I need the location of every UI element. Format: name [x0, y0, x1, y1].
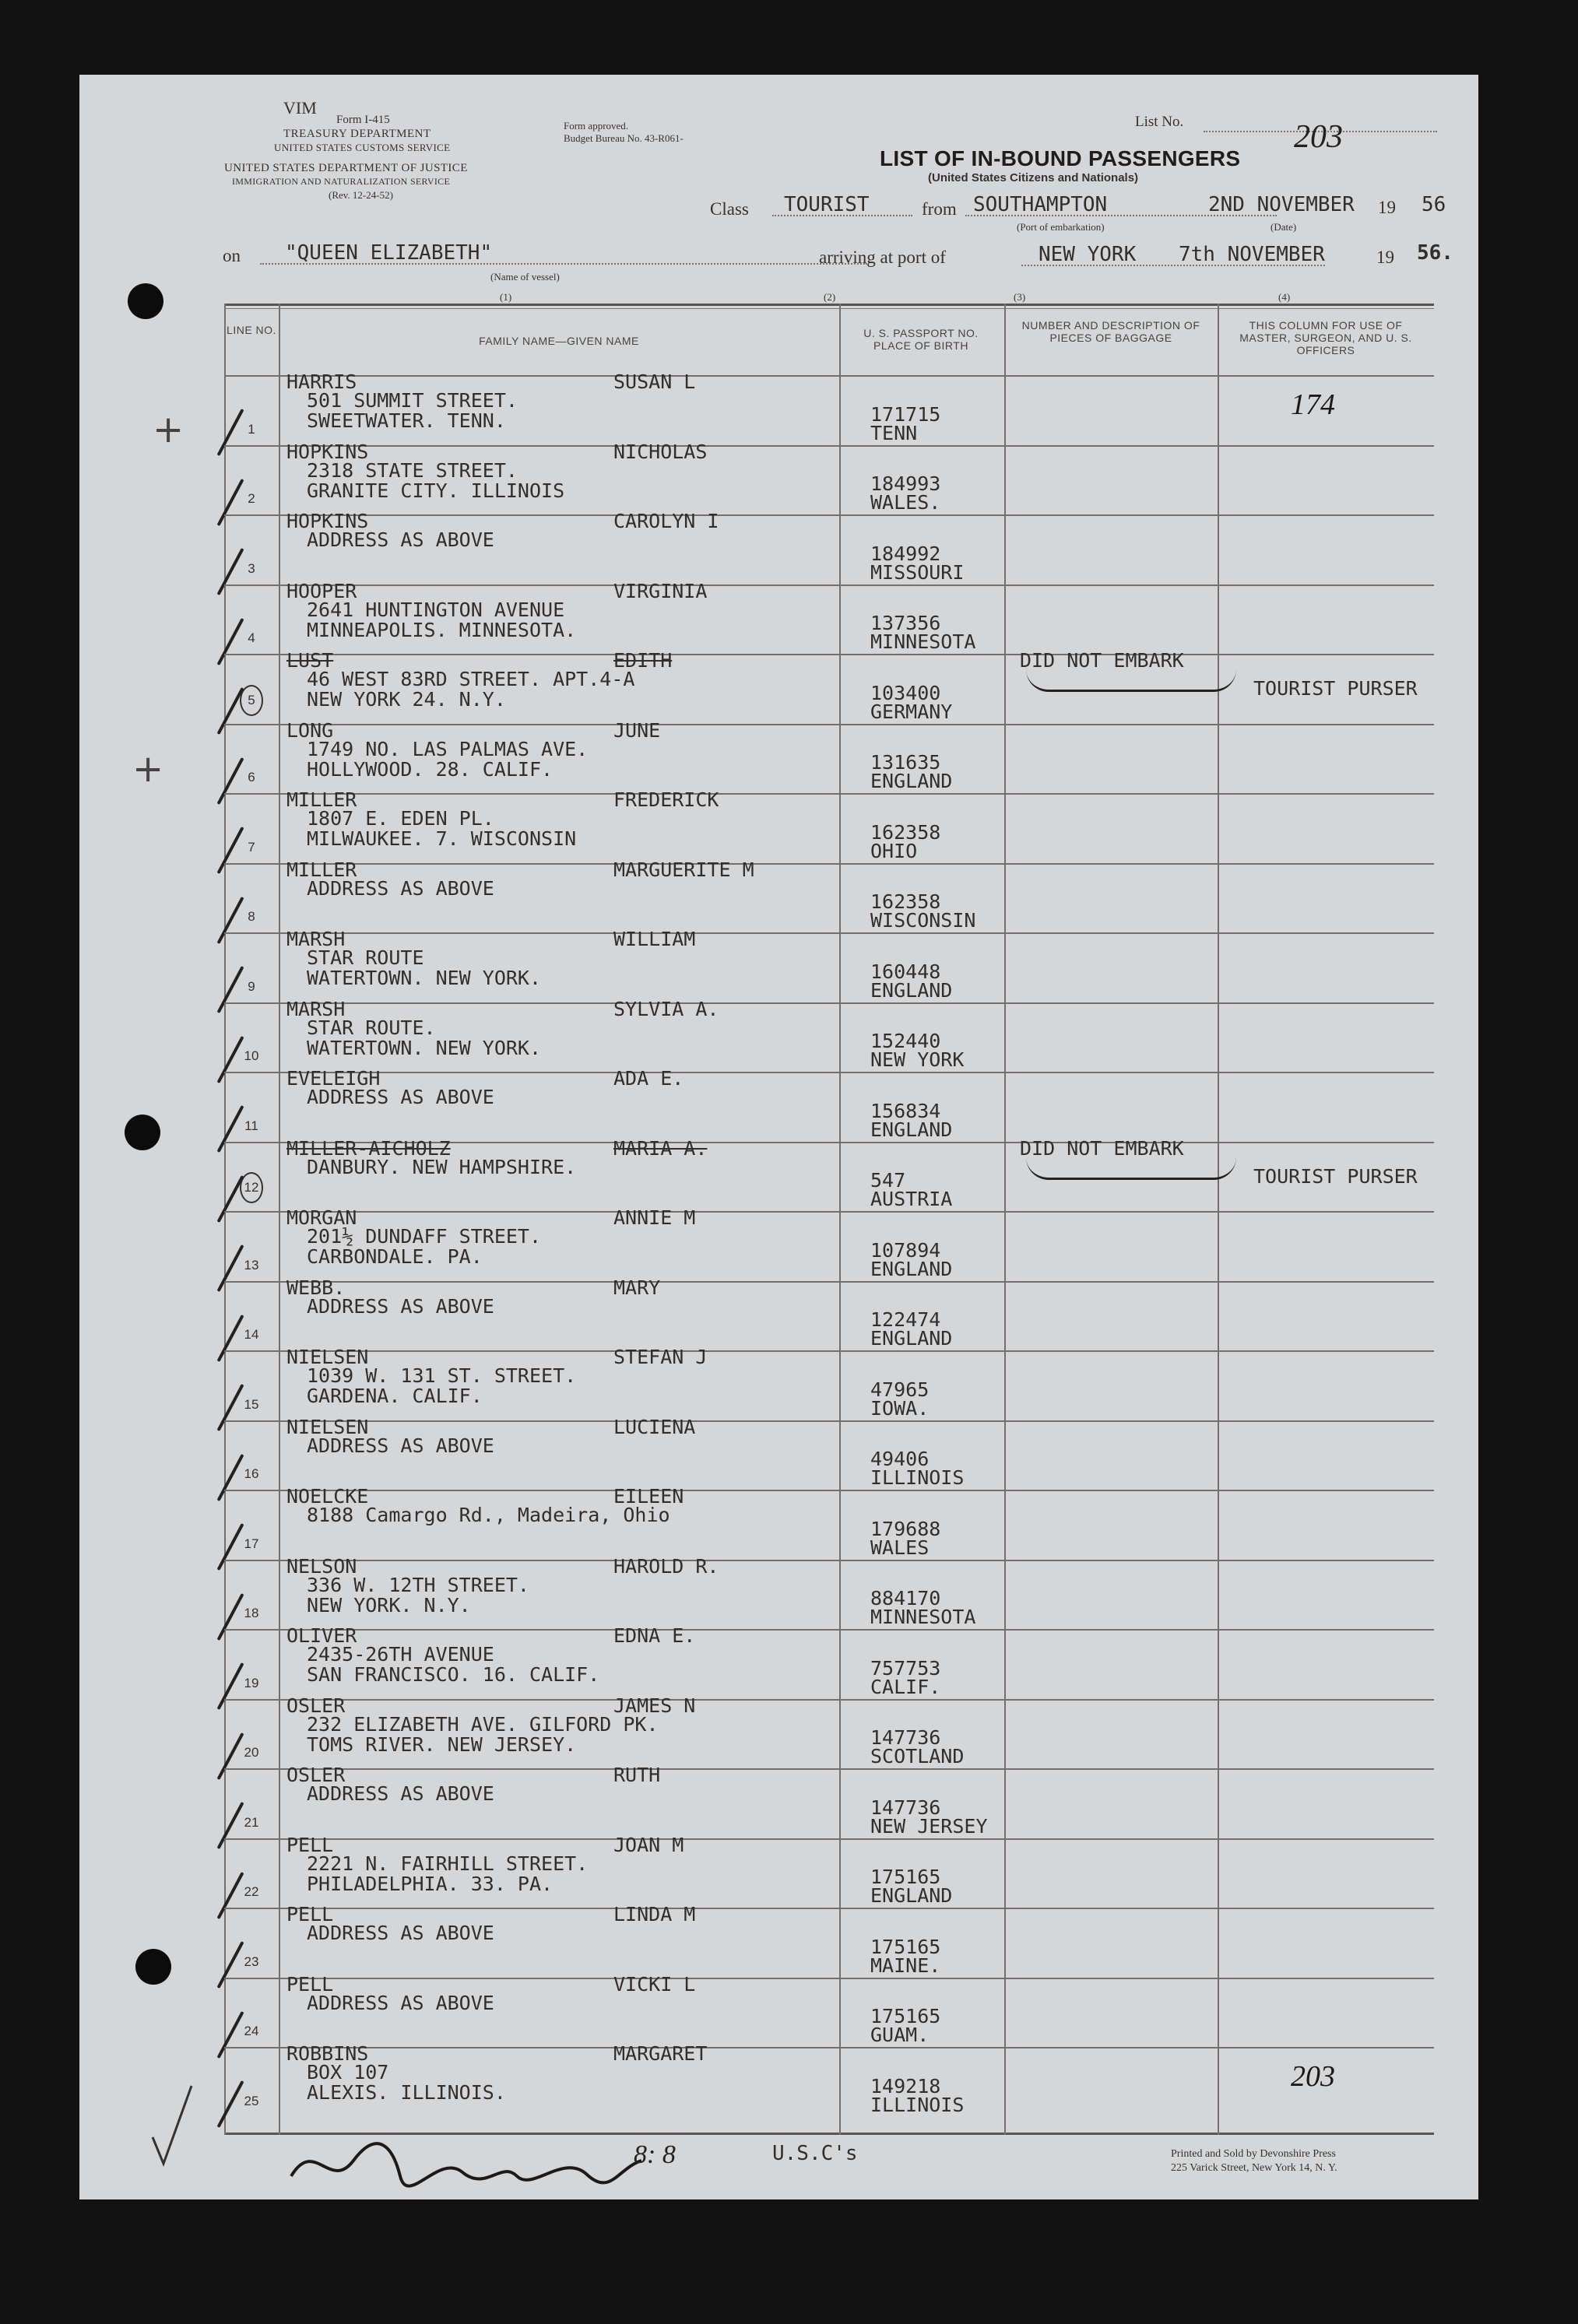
family-name: HARRIS — [286, 370, 357, 393]
address-line-1: 501 SUMMIT STREET. — [307, 389, 518, 412]
form-dept: TREASURY DEPARTMENT — [283, 128, 431, 140]
printer-line-1: Printed and Sold by Devonshire Press — [1171, 2148, 1336, 2160]
form-number: Form I-415 — [336, 114, 390, 126]
purser-initials — [1026, 669, 1236, 692]
address-line-1: ADDRESS AS ABOVE — [307, 1922, 494, 1944]
given-name: HAROLD R. — [613, 1554, 719, 1578]
address-line-2: WATERTOWN. NEW YORK. — [307, 967, 542, 989]
line-number: 1 — [248, 421, 255, 437]
passport-number: 757753 — [870, 1656, 941, 1680]
officer-note: 203 — [1291, 2060, 1335, 2093]
header-line-no: LINE NO. — [227, 324, 276, 336]
arrival-date: 7th NOVEMBER — [1179, 243, 1325, 266]
family-name: OSLER — [286, 1764, 346, 1786]
line-number: 14 — [244, 1327, 259, 1342]
family-name: LONG — [286, 718, 334, 742]
list-no-label: List No. — [1135, 114, 1184, 130]
table-row — [224, 928, 1434, 1002]
place-of-birth: AUSTRIA — [870, 1188, 953, 1210]
address-line-1: 1749 NO. LAS PALMAS AVE. — [307, 737, 589, 760]
given-name: RUTH — [613, 1764, 661, 1786]
form-justice: UNITED STATES DEPARTMENT OF JUSTICE — [224, 162, 468, 174]
class-label: Class — [710, 199, 749, 219]
printer-line-2: 225 Varick Street, New York 14, N. Y. — [1171, 2162, 1337, 2174]
place-of-birth: SCOTLAND — [870, 1745, 965, 1768]
officer-note: 174 — [1291, 388, 1335, 421]
line-number: 24 — [244, 2024, 259, 2038]
vim-mark: VIM — [283, 98, 317, 118]
place-of-birth: CALIF. — [870, 1675, 941, 1698]
address-line-1: ADDRESS AS ABOVE — [307, 1086, 494, 1108]
given-name: NICHOLAS — [613, 440, 708, 463]
address-line-1: ADDRESS AS ABOVE — [307, 1294, 494, 1318]
family-name: NIELSEN — [286, 1415, 369, 1438]
vessel-caption: (Name of vessel) — [490, 271, 560, 283]
address-line-2: HOLLYWOOD. 28. CALIF. — [307, 757, 554, 781]
line-number: 13 — [244, 1257, 259, 1273]
place-of-birth: ENGLAND — [870, 770, 953, 792]
passport-number: 171715 — [870, 402, 941, 426]
embark-year-prefix: 19 — [1378, 198, 1396, 217]
passport-number: 147736 — [870, 1726, 941, 1749]
place-of-birth: WISCONSIN — [870, 909, 976, 932]
line-number: 17 — [244, 1536, 259, 1551]
family-name: HOPKINS — [286, 440, 369, 463]
address-line-2: NEW YORK 24. N.Y. — [307, 688, 506, 711]
line-number: 15 — [244, 1396, 259, 1412]
document-page — [79, 75, 1478, 2199]
given-name: FREDERICK — [613, 788, 719, 811]
table-row — [224, 1415, 1434, 1490]
address-line-2: GARDENA. CALIF. — [307, 1385, 483, 1407]
page-title: LIST OF IN-BOUND PASSENGERS — [880, 146, 1241, 170]
line-number: 18 — [244, 1606, 259, 1620]
col-num-2: (2) — [824, 291, 836, 303]
margin-plus-mark: + — [132, 747, 164, 791]
line-number: 16 — [244, 1466, 259, 1481]
line-number: 22 — [244, 1884, 259, 1899]
line-number: 8 — [248, 909, 255, 924]
passenger-table — [224, 304, 1434, 2142]
family-name: EVELEIGH — [286, 1067, 381, 1090]
punch-hole-middle — [125, 1115, 160, 1150]
given-name: EILEEN — [613, 1485, 684, 1508]
address-line-1: 336 W. 12TH STREET. — [307, 1573, 529, 1596]
col-num-4: (4) — [1278, 291, 1291, 303]
line-number: 19 — [244, 1675, 259, 1690]
passport-number: 162358 — [870, 890, 941, 913]
vessel-line — [260, 263, 867, 265]
arrival-year-prefix: 19 — [1376, 247, 1394, 267]
address-line-2: PHILADELPHIA. 33. PA. — [307, 1872, 554, 1895]
family-name: MORGAN — [286, 1206, 357, 1229]
table-row — [224, 718, 1434, 794]
table-row — [224, 1346, 1434, 1420]
given-name: JOAN M — [613, 1833, 684, 1856]
passport-number: 103400 — [870, 681, 941, 704]
address-line-1: 232 ELIZABETH AVE. GILFORD PK. — [307, 1712, 659, 1736]
address-line-1: ADDRESS AS ABOVE — [307, 1782, 494, 1805]
place-of-birth: ENGLAND — [870, 1257, 953, 1280]
table-row — [224, 1764, 1434, 1838]
given-name: SUSAN L — [613, 370, 696, 393]
budget-bureau: Budget Bureau No. 43-R061- — [564, 132, 684, 144]
col-num-3: (3) — [1014, 291, 1026, 303]
from-label: from — [922, 199, 957, 219]
passport-number: 160448 — [870, 960, 941, 983]
address-line-1: 201½ DUNDAFF STREET. — [307, 1225, 542, 1248]
port-caption: (Port of embarkation) — [1017, 221, 1105, 233]
given-name: MARGUERITE M — [613, 858, 754, 881]
address-line-1: ADDRESS AS ABOVE — [307, 1991, 494, 2014]
from-value: SOUTHAMPTON — [973, 193, 1108, 216]
officer-note: TOURIST PURSER — [1253, 677, 1418, 700]
on-label: on — [223, 246, 241, 265]
address-line-2: ALEXIS. ILLINOIS. — [307, 2081, 506, 2104]
given-name: VICKI L — [613, 1972, 696, 1996]
given-name: JAMES N — [613, 1694, 696, 1717]
given-name: ADA E. — [613, 1067, 684, 1090]
place-of-birth: ENGLAND — [870, 1884, 953, 1907]
given-name: MARY — [613, 1276, 661, 1299]
given-name: JUNE — [613, 718, 661, 742]
address-line-2: GRANITE CITY. ILLINOIS — [307, 479, 565, 502]
family-name: PELL — [286, 1903, 334, 1926]
form-ins: IMMIGRATION AND NATURALIZATION SERVICE — [232, 176, 451, 187]
passport-number: 156834 — [870, 1099, 941, 1122]
header-officers: THIS COLUMN FOR USE OF MASTER, SURGEON, AND U. S. OFFICERS — [1239, 319, 1412, 356]
line-number: 6 — [248, 770, 255, 785]
line-number: 5 — [240, 685, 263, 716]
passport-number: 152440 — [870, 1030, 941, 1052]
address-line-2: CARBONDALE. PA. — [307, 1245, 483, 1268]
line-number: 9 — [248, 978, 255, 994]
form-service: UNITED STATES CUSTOMS SERVICE — [274, 142, 451, 153]
family-name: LUST — [286, 649, 334, 672]
table-row — [224, 997, 1434, 1072]
punch-hole-top — [128, 283, 163, 319]
passport-number: 107894 — [870, 1238, 941, 1262]
address-line-2: WATERTOWN. NEW YORK. — [307, 1036, 542, 1059]
header-name: FAMILY NAME—GIVEN NAME — [479, 335, 639, 347]
table-row — [224, 1972, 1434, 2048]
place-of-birth: GUAM. — [870, 2024, 930, 2046]
table-row — [224, 2042, 1434, 2117]
line-number: 2 — [248, 491, 255, 506]
address-line-2: SWEETWATER. TENN. — [307, 409, 506, 432]
footer-count-note: 8: 8 — [634, 2140, 676, 2169]
family-name: HOPKINS — [286, 510, 369, 532]
family-name: PELL — [286, 1833, 334, 1856]
table-row — [224, 1485, 1434, 1560]
form-approved: Form approved. — [564, 120, 629, 132]
officer-signature — [283, 2129, 673, 2199]
table-row — [224, 1067, 1434, 1142]
place-of-birth: ENGLAND — [870, 978, 953, 1002]
baggage-note: DID NOT EMBARK — [1020, 649, 1184, 672]
arriving-label: arriving at port of — [819, 247, 946, 267]
place-of-birth: ILLINOIS — [870, 2093, 965, 2116]
passport-number: 884170 — [870, 1587, 941, 1610]
line-number: 25 — [244, 2093, 259, 2108]
address-line-1: STAR ROUTE. — [307, 1016, 436, 1039]
family-name: ROBBINS — [286, 2042, 369, 2065]
place-of-birth: MISSOURI — [870, 560, 965, 584]
class-value: TOURIST — [784, 193, 870, 216]
place-of-birth: WALES — [870, 1536, 930, 1559]
passport-number: 49406 — [870, 1448, 930, 1470]
family-name: NELSON — [286, 1554, 357, 1578]
passport-number: 149218 — [870, 2074, 941, 2098]
page-subtitle: (United States Citizens and Nationals) — [928, 171, 1139, 184]
place-of-birth: NEW JERSEY — [870, 1814, 988, 1838]
place-of-birth: MAINE. — [870, 1954, 941, 1977]
address-line-1: DANBURY. NEW HAMPSHIRE. — [307, 1155, 577, 1178]
place-of-birth: MINNESOTA — [870, 1606, 976, 1628]
address-line-2: SAN FRANCISCO. 16. CALIF. — [307, 1663, 600, 1686]
line-number: 10 — [244, 1048, 259, 1063]
footer-usc: U.S.C's — [772, 2142, 858, 2165]
family-name: MILLER-AICHOLZ — [286, 1136, 451, 1160]
family-name: MARSH — [286, 928, 346, 950]
baggage-note: DID NOT EMBARK — [1020, 1136, 1184, 1160]
address-line-1: 46 WEST 83RD STREET. APT.4-A — [307, 668, 635, 690]
table-row — [224, 1624, 1434, 1699]
given-name: LINDA M — [613, 1903, 696, 1926]
address-line-1: 8188 Camargo Rd., Madeira, Ohio — [307, 1504, 670, 1526]
date-caption: (Date) — [1270, 221, 1297, 233]
address-line-1: 2435-26TH AVENUE — [307, 1643, 494, 1666]
line-number: 12 — [240, 1172, 263, 1203]
margin-plus-mark: + — [153, 408, 185, 451]
family-name: HOOPER — [286, 579, 357, 602]
address-line-1: ADDRESS AS ABOVE — [307, 528, 494, 551]
passport-number: 175165 — [870, 1935, 941, 1958]
table-row — [224, 1206, 1434, 1281]
family-name: OSLER — [286, 1694, 346, 1717]
arrival-line — [1021, 265, 1325, 266]
address-line-2: NEW YORK. N.Y. — [307, 1593, 471, 1617]
passport-number: 122474 — [870, 1308, 941, 1331]
class-line — [772, 215, 912, 216]
place-of-birth: TENN — [870, 421, 918, 444]
line-number: 7 — [248, 839, 255, 855]
table-row — [224, 1833, 1434, 1908]
table-row — [224, 1694, 1434, 1769]
address-line-1: ADDRESS AS ABOVE — [307, 876, 494, 900]
address-line-2: MINNEAPOLIS. MINNESOTA. — [307, 618, 577, 641]
line-number: 21 — [244, 1814, 259, 1830]
table-row — [224, 788, 1434, 863]
table-row — [224, 1554, 1434, 1630]
given-name: MARGARET — [613, 2042, 708, 2065]
passport-number: 547 — [870, 1169, 906, 1192]
place-of-birth: WALES. — [870, 491, 941, 514]
family-name: PELL — [286, 1972, 334, 1996]
passport-number: 147736 — [870, 1796, 941, 1819]
arrival-port: NEW YORK — [1039, 243, 1137, 266]
form-rev: (Rev. 12-24-52) — [329, 189, 393, 201]
address-line-1: 1807 E. EDEN PL. — [307, 807, 494, 830]
purser-initials — [1026, 1157, 1236, 1180]
place-of-birth: ENGLAND — [870, 1327, 953, 1350]
passport-number: 137356 — [870, 612, 941, 634]
passport-number: 175165 — [870, 1866, 941, 1888]
given-name: EDITH — [613, 649, 673, 672]
family-name: MARSH — [286, 997, 346, 1020]
table-row — [224, 1903, 1434, 1978]
table-row — [224, 858, 1434, 933]
table-row — [224, 510, 1434, 585]
given-name: SYLVIA A. — [613, 997, 719, 1020]
place-of-birth: NEW YORK — [870, 1048, 965, 1071]
place-of-birth: GERMANY — [870, 700, 953, 723]
given-name: VIRGINIA — [613, 579, 708, 602]
given-name: ANNIE M — [613, 1206, 696, 1229]
place-of-birth: IOWA. — [870, 1396, 930, 1420]
table-row — [224, 370, 1434, 445]
given-name: EDNA E. — [613, 1624, 696, 1647]
address-line-2: MILWAUKEE. 7. WISCONSIN — [307, 827, 577, 850]
place-of-birth: ILLINOIS — [870, 1466, 965, 1489]
passport-number: 131635 — [870, 751, 941, 774]
col-num-1: (1) — [500, 291, 512, 303]
table-row — [224, 1136, 1434, 1212]
address-line-1: 1039 W. 131 ST. STREET. — [307, 1364, 577, 1387]
address-line-1: STAR ROUTE — [307, 946, 424, 969]
punch-hole-bottom — [135, 1949, 171, 1985]
arrival-year: 56. — [1417, 241, 1453, 265]
address-line-1: ADDRESS AS ABOVE — [307, 1434, 494, 1457]
line-number: 11 — [244, 1118, 258, 1133]
address-line-1: 2221 N. FAIRHILL STREET. — [307, 1852, 589, 1875]
family-name: MILLER — [286, 788, 357, 811]
family-name: NIELSEN — [286, 1346, 369, 1368]
given-name: WILLIAM — [613, 928, 696, 950]
address-line-1: 2641 HUNTINGTON AVENUE — [307, 598, 565, 621]
line-number: 3 — [248, 560, 255, 576]
passport-number: 162358 — [870, 820, 941, 844]
given-name: MARIA A. — [613, 1136, 708, 1160]
given-name: STEFAN J — [613, 1346, 708, 1368]
place-of-birth: ENGLAND — [870, 1118, 953, 1141]
family-name: WEBB. — [286, 1276, 346, 1299]
line-number: 23 — [244, 1954, 259, 1969]
embark-year: 56 — [1422, 193, 1446, 216]
table-row — [224, 579, 1434, 655]
table-row — [224, 440, 1434, 515]
officer-note: TOURIST PURSER — [1253, 1164, 1418, 1188]
place-of-birth: MINNESOTA — [870, 630, 976, 653]
line-number: 4 — [248, 630, 255, 645]
list-no-value: 203 — [1294, 119, 1343, 155]
header-passport: U. S. PASSPORT NO. PLACE OF BIRTH — [863, 327, 979, 352]
given-name: LUCIENA — [613, 1415, 696, 1438]
table-row — [224, 649, 1434, 724]
family-name: NOELCKE — [286, 1485, 369, 1508]
passport-number: 184993 — [870, 472, 941, 495]
table-row — [224, 1276, 1434, 1351]
margin-check-mark — [149, 2083, 196, 2168]
vessel-name: "QUEEN ELIZABETH" — [285, 241, 493, 265]
family-name: MILLER — [286, 858, 357, 881]
header-baggage: NUMBER AND DESCRIPTION OF PIECES OF BAGGAGE — [1021, 319, 1200, 344]
line-number: 20 — [244, 1745, 259, 1760]
passport-number: 179688 — [870, 1517, 941, 1540]
place-of-birth: OHIO — [870, 839, 918, 862]
address-line-1: 2318 STATE STREET. — [307, 458, 518, 482]
address-line-1: BOX 107 — [307, 2061, 389, 2084]
passport-number: 184992 — [870, 542, 941, 565]
given-name: CAROLYN I — [613, 510, 719, 532]
family-name: OLIVER — [286, 1624, 357, 1647]
passport-number: 175165 — [870, 2005, 941, 2027]
passport-number: 47965 — [870, 1378, 930, 1401]
embark-date: 2ND NOVEMBER — [1208, 193, 1355, 216]
address-line-2: TOMS RIVER. NEW JERSEY. — [307, 1732, 577, 1756]
